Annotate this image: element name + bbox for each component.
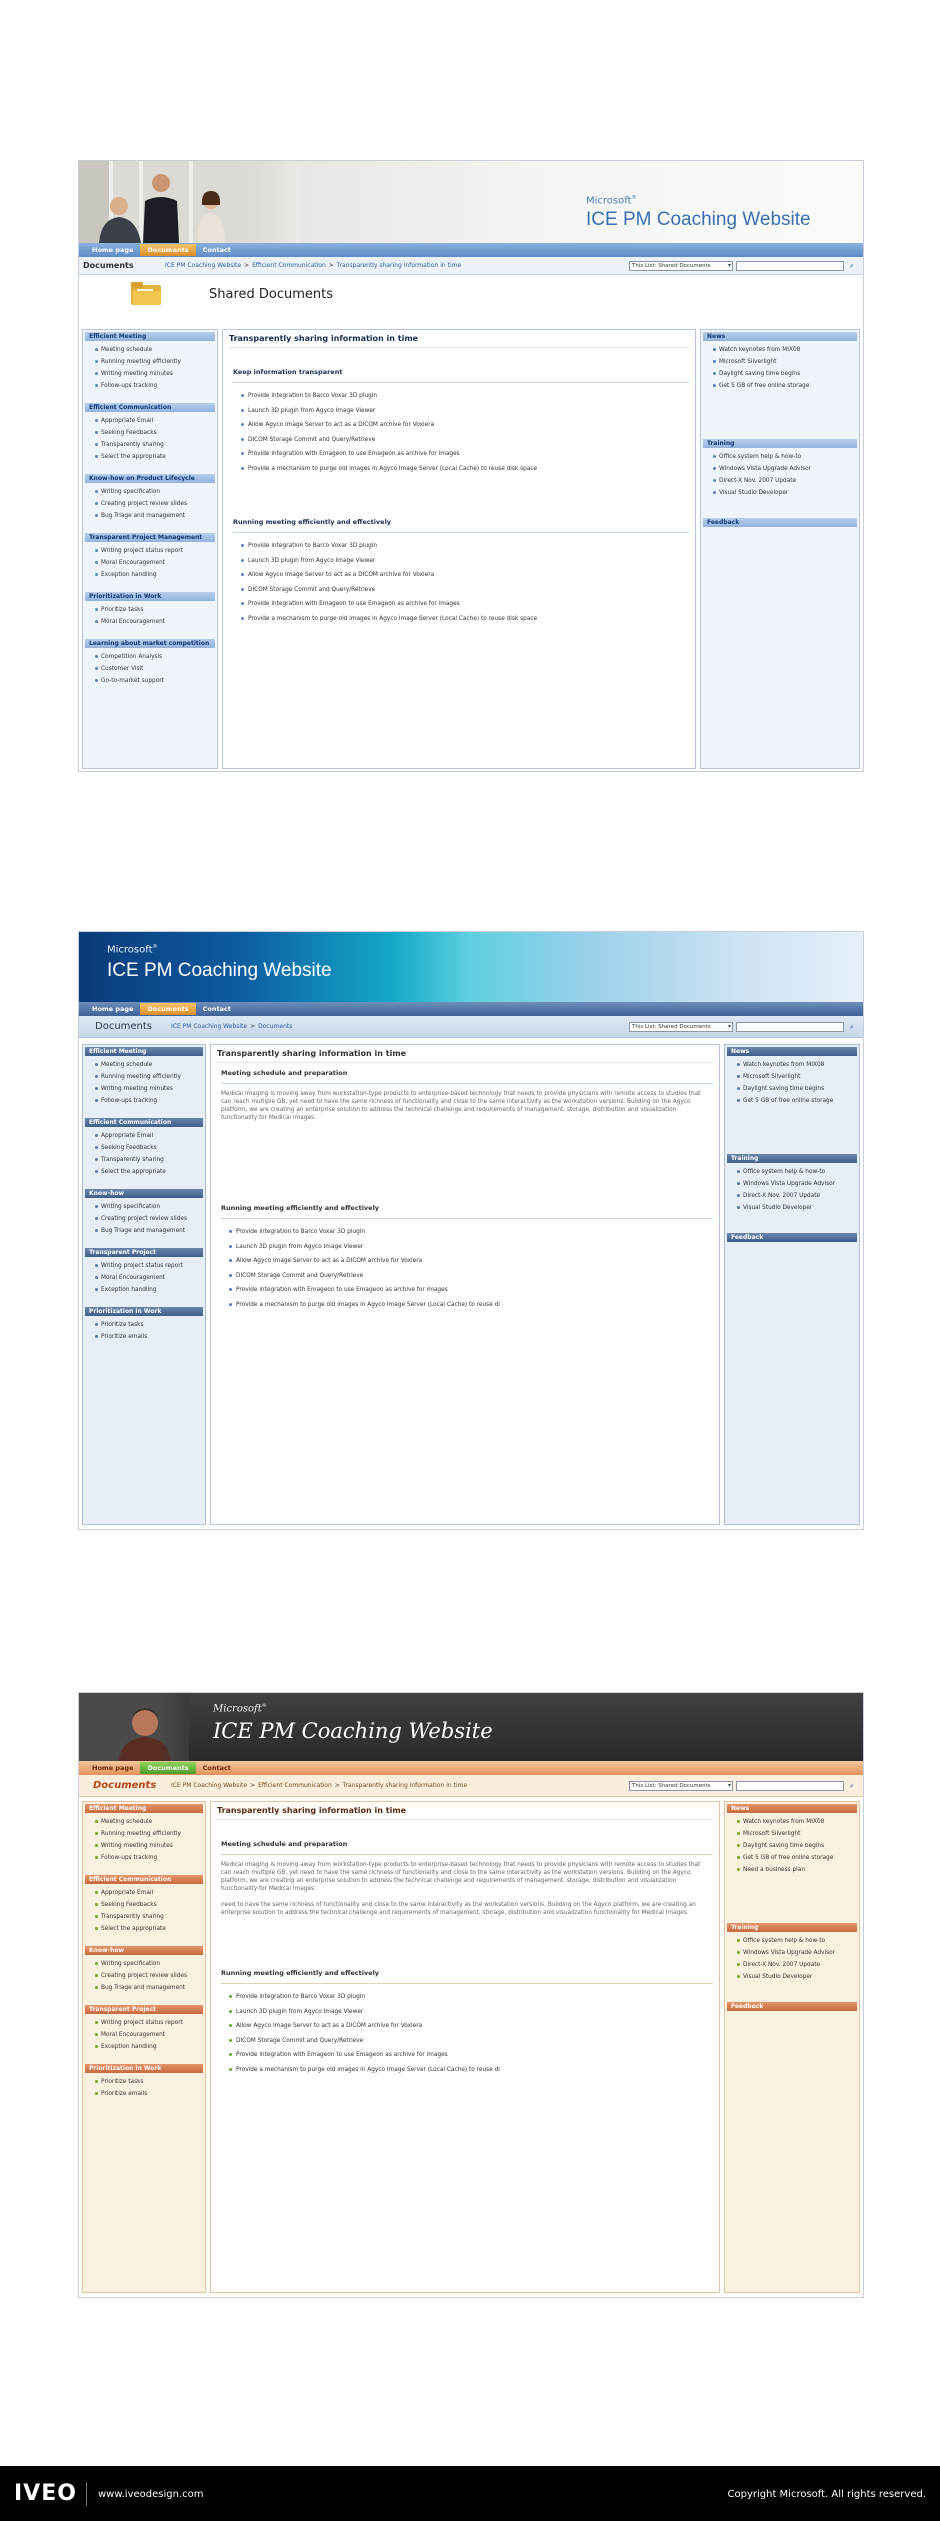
sidebar-link[interactable]: Appropriate Email	[95, 1130, 203, 1142]
sidebar-link[interactable]: Visual Studio Developer	[713, 487, 857, 499]
sidebar-link[interactable]: Prioritize tasks	[95, 604, 215, 616]
section-heading: Keep information transparent	[233, 368, 689, 383]
list-item[interactable]: DICOM Storage Commit and Query/Retrieve	[229, 2034, 713, 2049]
sidebar-link[interactable]: Exception handling	[95, 2041, 203, 2053]
group-links	[85, 1056, 203, 1110]
group-links	[727, 1242, 857, 1248]
breadcrumb-separator: >	[334, 1782, 340, 1789]
item-list	[217, 1988, 713, 2079]
group-heading[interactable]: Transparent Project Management	[85, 533, 215, 542]
sidebar-link[interactable]: Moral Encouragement	[95, 557, 215, 569]
list-item[interactable]: Allow Agyco Image Server to act as a DICOM archive for Voxlera	[229, 1254, 713, 1269]
top-nav	[79, 243, 863, 257]
item-list	[229, 387, 689, 478]
folder-icon	[129, 279, 163, 307]
list-item[interactable]: Allow Agyco Image Server to act as a DICOM archive for Voxlera	[229, 2019, 713, 2034]
group-links	[85, 1813, 203, 1867]
sidebar-link[interactable]: Microsoft Silverlight	[737, 1071, 857, 1083]
group-links	[727, 2011, 857, 2017]
footer-divider	[86, 2482, 87, 2506]
sidebar-link[interactable]: Seeking Feedbacks	[95, 1899, 203, 1911]
sidebar-link[interactable]: Microsoft Silverlight	[713, 356, 857, 368]
search-input[interactable]	[736, 1781, 844, 1791]
nav-contact[interactable]: Contact	[202, 1764, 231, 1772]
search-scope-select[interactable]: This List: Shared Documents ▾	[629, 261, 733, 271]
footer-copyright: Copyright Microsoft. All rights reserved.	[727, 2489, 926, 2500]
sidebar-link[interactable]: Exception handling	[95, 569, 215, 581]
breadcrumb-link[interactable]: Efficient Communication	[252, 262, 326, 269]
list-item[interactable]: DICOM Storage Commit and Query/Retrieve	[229, 1269, 713, 1284]
breadcrumb	[165, 262, 461, 269]
layout-variant-blue	[78, 160, 864, 772]
group-heading[interactable]: Efficient Communication	[85, 1875, 203, 1884]
site-title: ICE PM Coaching Website	[213, 1719, 493, 1743]
main-title: Transparently sharing information in time	[229, 334, 689, 348]
main-title: Transparently sharing information in time	[217, 1049, 713, 1063]
nav-documents[interactable]: Documents	[140, 244, 195, 256]
iveo-logo: IVEO	[14, 2481, 77, 2506]
search-icon[interactable]: ⌕	[850, 1781, 854, 1790]
content-columns	[79, 1801, 863, 2293]
sidebar-link[interactable]: Follow-ups tracking	[95, 380, 215, 392]
sidebar-link[interactable]: Meeting schedule	[95, 1816, 203, 1828]
breadcrumb-separator: >	[328, 262, 334, 269]
sidebar-link[interactable]: Writing project status report	[95, 1260, 203, 1272]
sidebar-link[interactable]: Get 5 GB of free online storage	[737, 1852, 857, 1864]
sidebar-link[interactable]: Visual Studio Developer	[737, 1971, 857, 1983]
group-heading[interactable]: Learning about market competition	[85, 639, 215, 648]
main-content	[210, 1044, 720, 1525]
sidebar-link[interactable]: Writing meeting minutes	[95, 368, 215, 380]
chevron-down-icon: ▾	[727, 1023, 731, 1030]
sidebar-link[interactable]: Prioritize emails	[95, 2088, 203, 2100]
site-header	[79, 932, 863, 1002]
search-scope-select[interactable]: This List: Shared Documents ▾	[629, 1022, 733, 1032]
list-item[interactable]: Provide a mechanism to purge old images in Agyco Image Server (Local Cache) to reuse disk space	[241, 462, 689, 477]
breadcrumb-link[interactable]: Transparently sharing information in time	[336, 262, 462, 269]
sidebar-link[interactable]: Windows Vista Upgrade Advisor	[737, 1178, 857, 1190]
nav-contact[interactable]: Contact	[202, 1005, 231, 1013]
group-heading[interactable]: Feedback	[703, 518, 857, 527]
sidebar-link[interactable]: Direct-X Nov. 2007 Update	[737, 1959, 857, 1971]
group-links	[727, 1056, 857, 1110]
list-item[interactable]: Provide integration to Barco Voxar 3D plugin	[229, 1225, 713, 1240]
group-heading[interactable]: Know-how on Product Lifecycle	[85, 474, 215, 483]
sidebar-link[interactable]: Office system help & how-to	[737, 1935, 857, 1947]
group-links	[703, 527, 857, 533]
sidebar-link[interactable]: Running meeting efficiently	[95, 356, 215, 368]
group-heading[interactable]: Know-how	[85, 1189, 203, 1198]
section-heading: Running meeting efficiently and effectively	[233, 518, 689, 533]
sidebar-link[interactable]: Get 5 GB of free online storage	[737, 1095, 857, 1107]
group-links	[703, 341, 857, 395]
list-item[interactable]: Provide integration to Barco Voxar 3D plugin	[229, 1990, 713, 2005]
sidebar-link[interactable]: Appropriate Email	[95, 1887, 203, 1899]
list-item[interactable]: Provide integration with Emageon to use Emageon as archive for images	[229, 1283, 713, 1298]
group-links	[85, 2014, 203, 2056]
sidebar-link[interactable]: Running meeting efficiently	[95, 1071, 203, 1083]
sidebar-link[interactable]: Bug Triage and management	[95, 1982, 203, 1994]
sidebar-link[interactable]: Office system help & how-to	[713, 451, 857, 463]
group-heading[interactable]: News	[727, 1804, 857, 1813]
content-columns	[79, 329, 863, 769]
group-links	[703, 448, 857, 502]
sidebar-link[interactable]: Select the appropriate	[95, 451, 215, 463]
group-heading[interactable]: Efficient Communication	[85, 403, 215, 412]
group-heading[interactable]: Prioritization in Work	[85, 2064, 203, 2073]
sidebar-link[interactable]: Watch keynotes from MIX08	[737, 1059, 857, 1071]
nav-contact[interactable]: Contact	[202, 246, 231, 254]
sidebar-link[interactable]: Transparently sharing	[95, 1911, 203, 1923]
sidebar-link[interactable]: Select the appropriate	[95, 1923, 203, 1935]
group-heading[interactable]: Training	[727, 1923, 857, 1932]
sidebar-link[interactable]: Watch keynotes from MIX08	[713, 344, 857, 356]
section-heading: Running meeting efficiently and effectively	[221, 1969, 713, 1984]
left-sidebar	[82, 329, 218, 769]
sidebar-link[interactable]: Moral Encouragement	[95, 1272, 203, 1284]
list-item[interactable]: Provide a mechanism to purge old images in Agyco Image Server (Local Cache) to reuse disk space	[241, 612, 689, 627]
sidebar-link[interactable]: Direct-X Nov. 2007 Update	[713, 475, 857, 487]
group-links	[727, 1813, 857, 1879]
nav-home[interactable]: Home page	[92, 1764, 134, 1772]
paragraph: Medical imaging is moving away from workstation-type products to enterprise-based technology that needs to provide physicians with remote access to studies that can reach multiple GB, yet need to have the same richness of functionality and close to the same interactivity as the workstation versions. Building on the Agyco platform, we are creating an enterprise solution to address the technical challenge and requirements of management, storage, distribution and visualization functionality for Medical Images.	[221, 1862, 701, 1892]
sidebar-link[interactable]: Transparently sharing	[95, 1154, 203, 1166]
group-links	[85, 601, 215, 631]
chevron-down-icon: ▾	[727, 262, 731, 269]
page-title: Documents	[93, 1780, 157, 1791]
group-links	[85, 1127, 203, 1181]
sidebar-link[interactable]: Writing meeting minutes	[95, 1083, 203, 1095]
sidebar-link[interactable]: Writing specification	[95, 486, 215, 498]
breadcrumb-link[interactable]: ICE PM Coaching Website	[171, 1023, 248, 1030]
sidebar-link[interactable]: Visual Studio Developer	[737, 1202, 857, 1214]
sidebar-link[interactable]: Writing meeting minutes	[95, 1840, 203, 1852]
group-links	[85, 648, 215, 690]
group-links	[85, 2073, 203, 2103]
sidebar-link[interactable]: Seeking Feedbacks	[95, 427, 215, 439]
left-sidebar	[82, 1044, 206, 1525]
sidebar-link[interactable]: Creating project review slides	[95, 498, 215, 510]
paragraph: Medical imaging is moving away from workstation-type products to enterprise-based technology that needs to provide physicians with remote access to studies that can reach multiple GB, yet need to have the same richness of functionality and close to the same interactivity as the workstation versions. Building on the Agyco platform, we are creating an enterprise solution to address the technical challenge and requirements of management, storage, distribution and visualization functionality for Medical Images.	[221, 1091, 701, 1121]
breadcrumb-link[interactable]: Documents	[258, 1023, 293, 1030]
breadcrumb-link[interactable]: Efficient Communication	[258, 1782, 332, 1789]
group-heading[interactable]: Prioritization in Work	[85, 592, 215, 601]
search-area	[629, 1022, 857, 1032]
title-bar	[79, 1775, 863, 1797]
site-header	[79, 1693, 863, 1761]
paragraph: need to have the same richness of functionality and close to the same interactivity as the workstation versions. Building on the Agyco platform, we are creating an enterprise solution to address the technical challenge and requirements of management, storage, distribution and visualization functionality for Medical Images.	[221, 1902, 696, 1916]
list-item[interactable]: Allow Agyco Image Server to act as a DICOM archive for Voxlera	[241, 568, 689, 583]
sidebar-link[interactable]: Appropriate Email	[95, 415, 215, 427]
content-columns	[79, 1044, 863, 1525]
group-heading[interactable]: Prioritization in Work	[85, 1307, 203, 1316]
right-sidebar	[724, 1044, 860, 1525]
list-item[interactable]: DICOM Storage Commit and Query/Retrieve	[241, 583, 689, 598]
group-heading[interactable]: Know-how	[85, 1946, 203, 1955]
list-item[interactable]: Launch 3D plugin from Agyco Image Viewer	[241, 404, 689, 419]
sidebar-link[interactable]: Writing specification	[95, 1201, 203, 1213]
brand-microsoft: Microsoft®	[107, 944, 158, 956]
presenter-photo	[79, 1693, 189, 1761]
main-content	[210, 1801, 720, 2293]
sidebar-link[interactable]: Bug Triage and management	[95, 510, 215, 522]
sidebar-link[interactable]: Follow-ups tracking	[95, 1852, 203, 1864]
sidebar-link[interactable]: Meeting schedule	[95, 344, 215, 356]
sidebar-link[interactable]: Windows Vista Upgrade Advisor	[737, 1947, 857, 1959]
list-header	[79, 275, 863, 311]
sidebar-link[interactable]: Creating project review slides	[95, 1970, 203, 1982]
sidebar-link[interactable]: Moral Encouragement	[95, 2029, 203, 2041]
group-heading[interactable]: Efficient Meeting	[85, 1047, 203, 1056]
sidebar-link[interactable]: Prioritize tasks	[95, 1319, 203, 1331]
item-list	[217, 1223, 713, 1314]
site-title: ICE PM Coaching Website	[586, 209, 811, 230]
site-title: ICE PM Coaching Website	[107, 960, 332, 981]
right-sidebar	[700, 329, 860, 769]
list-item[interactable]: Allow Agyco Image Server to act as a DICOM archive for Voxlera	[241, 418, 689, 433]
group-links	[85, 1955, 203, 1997]
sidebar-link[interactable]: Daylight saving time begins	[737, 1083, 857, 1095]
group-links	[727, 1163, 857, 1217]
sidebar-link[interactable]: Direct-X Nov. 2007 Update	[737, 1190, 857, 1202]
layout-variant-teal	[78, 931, 864, 1530]
list-item[interactable]: Provide a mechanism to purge old images in Agyco Image Server (Local Cache) to reuse di	[229, 2063, 713, 2078]
list-item[interactable]: Provide integration to Barco Voxar 3D plugin	[241, 389, 689, 404]
top-nav	[79, 1002, 863, 1016]
section-heading: Running meeting efficiently and effectively	[221, 1204, 713, 1219]
nav-documents[interactable]: Documents	[140, 1003, 195, 1015]
sidebar-link[interactable]: Follow-ups tracking	[95, 1095, 203, 1107]
sidebar-link[interactable]: Moral Encouragement	[95, 616, 215, 628]
sidebar-link[interactable]: Daylight saving time begins	[713, 368, 857, 380]
title-bar	[79, 1016, 863, 1038]
breadcrumb	[171, 1782, 467, 1789]
sidebar-link[interactable]: Go-to-market support	[95, 675, 215, 687]
layout-variant-orange	[78, 1692, 864, 2298]
nav-home[interactable]: Home page	[92, 246, 134, 254]
group-heading[interactable]: Feedback	[727, 2002, 857, 2011]
left-sidebar	[82, 1801, 206, 2293]
group-heading[interactable]: Training	[727, 1154, 857, 1163]
group-links	[727, 1932, 857, 1986]
group-heading[interactable]: Feedback	[727, 1233, 857, 1242]
group-links	[85, 483, 215, 525]
group-links	[85, 1257, 203, 1299]
list-item[interactable]: Provide integration to Barco Voxar 3D plugin	[241, 539, 689, 554]
page-footer	[0, 2466, 940, 2521]
sidebar-link[interactable]: Exception handling	[95, 1284, 203, 1296]
list-item[interactable]: Launch 3D plugin from Agyco Image Viewer	[229, 1240, 713, 1255]
sidebar-link[interactable]: Prioritize emails	[95, 1331, 203, 1343]
group-heading[interactable]: Transparent Project	[85, 1248, 203, 1257]
group-links	[85, 542, 215, 584]
title-bar	[79, 257, 863, 275]
sidebar-link[interactable]: Customer Visit	[95, 663, 215, 675]
sidebar-link[interactable]: Select the appropriate	[95, 1166, 203, 1178]
sidebar-link[interactable]: Writing project status report	[95, 2017, 203, 2029]
nav-documents[interactable]: Documents	[140, 1762, 195, 1774]
sidebar-link[interactable]: Writing project status report	[95, 545, 215, 557]
sidebar-link[interactable]: Office system help & how-to	[737, 1166, 857, 1178]
group-heading[interactable]: Efficient Communication	[85, 1118, 203, 1127]
group-links	[85, 341, 215, 395]
group-heading[interactable]: Transparent Project	[85, 2005, 203, 2014]
sidebar-link[interactable]: Competition Analysis	[95, 651, 215, 663]
search-input[interactable]	[736, 1022, 844, 1032]
sidebar-link[interactable]: Microsoft Silverlight	[737, 1828, 857, 1840]
breadcrumb-link[interactable]: Transparently sharing information in time	[342, 1782, 468, 1789]
main-title: Transparently sharing information in time	[217, 1806, 713, 1820]
section-heading: Meeting schedule and preparation	[221, 1069, 713, 1084]
breadcrumb	[171, 1023, 292, 1030]
list-item[interactable]: Provide integration with Emageon to use Emageon as archive for images	[241, 447, 689, 462]
list-item[interactable]: Provide integration with Emageon to use Emageon as archive for images	[229, 2048, 713, 2063]
main-content	[222, 329, 696, 769]
team-photo	[79, 161, 299, 243]
nav-home[interactable]: Home page	[92, 1005, 134, 1013]
group-heading[interactable]: News	[727, 1047, 857, 1056]
breadcrumb-separator: >	[244, 262, 250, 269]
chevron-down-icon: ▾	[727, 1782, 731, 1789]
brand-microsoft: Microsoft®	[213, 1703, 267, 1715]
page-title: Documents	[83, 261, 134, 270]
group-heading[interactable]: News	[703, 332, 857, 341]
breadcrumb-separator: >	[250, 1023, 256, 1030]
brand-microsoft: Microsoft®	[586, 195, 637, 207]
search-scope-select[interactable]: This List: Shared Documents ▾	[629, 1781, 733, 1791]
group-links	[85, 1884, 203, 1938]
search-input[interactable]	[736, 261, 844, 271]
site-header	[79, 161, 863, 243]
sidebar-link[interactable]: Meeting schedule	[95, 1059, 203, 1071]
group-heading[interactable]: Efficient Meeting	[85, 1804, 203, 1813]
group-links	[85, 412, 215, 466]
group-links	[85, 1316, 203, 1346]
right-sidebar	[724, 1801, 860, 2293]
group-heading[interactable]: Efficient Meeting	[85, 332, 215, 341]
sidebar-link[interactable]: Running meeting efficiently	[95, 1828, 203, 1840]
sidebar-link[interactable]: Writing specification	[95, 1958, 203, 1970]
sidebar-link[interactable]: Windows Vista Upgrade Advisor	[713, 463, 857, 475]
breadcrumb-separator: >	[250, 1782, 256, 1789]
shared-documents-heading: Shared Documents	[209, 287, 334, 302]
sidebar-link[interactable]: Watch keynotes from MIX08	[737, 1816, 857, 1828]
search-icon[interactable]: ⌕	[850, 261, 854, 270]
sidebar-link[interactable]: Daylight saving time begins	[737, 1840, 857, 1852]
search-icon[interactable]: ⌕	[850, 1022, 854, 1031]
page-title: Documents	[95, 1021, 153, 1032]
sidebar-link[interactable]: Creating project review slides	[95, 1213, 203, 1225]
sidebar-link[interactable]: Need a business plan	[737, 1864, 857, 1876]
footer-url[interactable]: www.iveodesign.com	[98, 2489, 204, 2500]
list-item[interactable]: Provide integration with Emageon to use Emageon as archive for images	[241, 597, 689, 612]
section-heading: Meeting schedule and preparation	[221, 1840, 713, 1855]
sidebar-link[interactable]: Get 5 GB of free online storage	[713, 380, 857, 392]
list-item[interactable]: Provide a mechanism to purge old images in Agyco Image Server (Local Cache) to reuse di	[229, 1298, 713, 1313]
sidebar-link[interactable]: Transparently sharing	[95, 439, 215, 451]
item-list	[229, 537, 689, 628]
group-links	[85, 1198, 203, 1240]
list-item[interactable]: Launch 3D plugin from Agyco Image Viewer	[241, 554, 689, 569]
breadcrumb-link[interactable]: ICE PM Coaching Website	[165, 262, 242, 269]
group-heading[interactable]: Training	[703, 439, 857, 448]
sidebar-link[interactable]: Seeking Feedbacks	[95, 1142, 203, 1154]
search-area	[629, 261, 857, 271]
list-item[interactable]: Launch 3D plugin from Agyco Image Viewer	[229, 2005, 713, 2020]
search-area	[629, 1781, 857, 1791]
breadcrumb-link[interactable]: ICE PM Coaching Website	[171, 1782, 248, 1789]
list-item[interactable]: DICOM Storage Commit and Query/Retrieve	[241, 433, 689, 448]
sidebar-link[interactable]: Bug Triage and management	[95, 1225, 203, 1237]
sidebar-link[interactable]: Prioritize tasks	[95, 2076, 203, 2088]
top-nav	[79, 1761, 863, 1775]
